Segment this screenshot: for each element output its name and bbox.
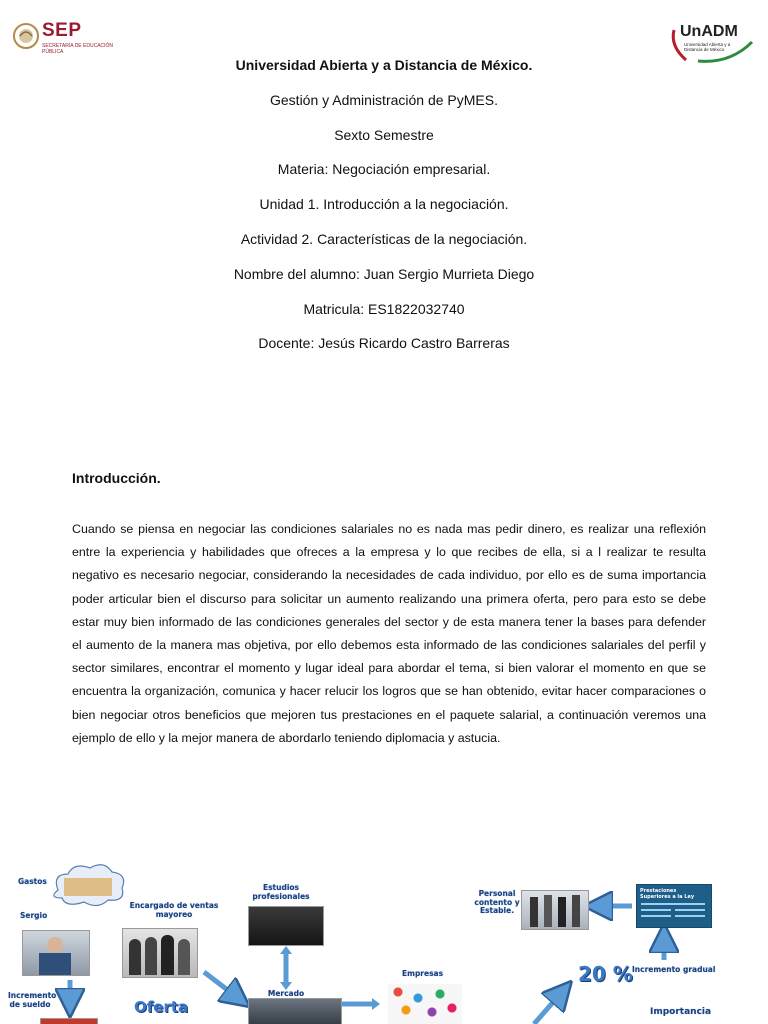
happy-staff-photo	[521, 890, 589, 930]
label-gastos: Gastos	[18, 877, 47, 886]
university-name: Universidad Abierta y a Distancia de México.	[235, 57, 533, 73]
sep-emblem-icon	[12, 20, 40, 52]
arrow-up-right-icon	[534, 992, 562, 1024]
label-empresas: Empresas	[402, 969, 444, 978]
career-name: Gestión y Administración de PyMES.	[270, 91, 498, 108]
label-importancia: Importancia	[650, 1007, 712, 1017]
label-sergio: Sergio	[20, 911, 48, 920]
semester: Sexto Semestre	[334, 126, 434, 143]
teacher-name: Docente: Jesús Ricardo Castro Barreras	[258, 335, 510, 352]
matricula: Matricula: ES1822032740	[303, 300, 465, 317]
sales-team-photo	[122, 928, 198, 978]
student-name: Nombre del alumno: Juan Sergio Murrieta Diego	[233, 265, 535, 282]
arrow-right-down-icon	[204, 972, 238, 998]
graduates-photo	[248, 906, 324, 946]
unadm-title: UnADM	[680, 23, 738, 40]
company-logos-image	[388, 984, 462, 1024]
label-personal: Personal contento y Estable.	[474, 889, 520, 915]
label-incremento-sueldo: Incremento de sueldo	[8, 991, 57, 1009]
benefits-card-title: Prestaciones Superiores a la Ley	[640, 888, 695, 900]
activity: Actividad 2. Características de la negociación.	[240, 230, 528, 247]
sep-logo	[12, 20, 122, 56]
negotiation-diagram	[0, 860, 768, 1024]
label-encargado: Encargado de ventas mayoreo	[129, 901, 219, 919]
subject: Materia: Negociación empresarial.	[277, 161, 491, 178]
sep-subtitle: SECRETARÍA DE EDUCACIÓN PÚBLICA	[42, 43, 114, 55]
label-mercado: Mercado	[267, 989, 305, 998]
intro-heading: Introducción.	[72, 470, 161, 486]
sep-title: SEP	[42, 20, 82, 41]
label-estudios: Estudios profesionales	[252, 883, 310, 901]
unadm-subtitle: Universidad Abierta y a Distancia de México	[684, 42, 731, 52]
benefits-card	[636, 884, 712, 928]
label-incremento-gradual: Incremento gradual	[632, 965, 716, 974]
intro-paragraph: Cuando se piensa en negociar las condiciones salariales no es nada mas pedir dinero, es realizar una reflexión entre la experiencia y habilidades que ofreces a la empresa y lo que recibes de ella, si a l realizar te resulta negativo es necesario negociar, considerando la necesidades de cada individuo, por ello es de suma importancia poder articular bien el discurso para solicitar un aumento realizando una primera oferta, pero para esto se debe estar muy bien informado de las condiciones generales del sector y de esta manera tener la bases para defender el aumento de la manera mas objetiva, por ello debemos esta informado de las condiciones salariales del perfil y sector similares, encontrar el momento y lugar ideal para abordar el tema, si bien valorar el momento en que se encuentra la organización, comunica y hacer relucir los logros que se han obtenido, evitar hacer comparaciones o bien negociar otros beneficios que mejoren tus prestaciones en el paquete salarial, a continuación veremos una ejemplo de ello y la mejor manera de abordarlo teniendo diplomacia y astucia.	[72, 522, 706, 745]
money-photo	[40, 1018, 98, 1024]
label-veinte-porciento: 20 %	[578, 962, 633, 986]
labor-market-photo	[248, 998, 342, 1024]
unit: Unidad 1. Introducción a la negociación.	[259, 196, 509, 213]
sergio-photo	[22, 930, 90, 976]
cover-block	[0, 55, 768, 353]
expenses-image	[64, 878, 112, 896]
label-oferta: Oferta	[134, 998, 189, 1016]
